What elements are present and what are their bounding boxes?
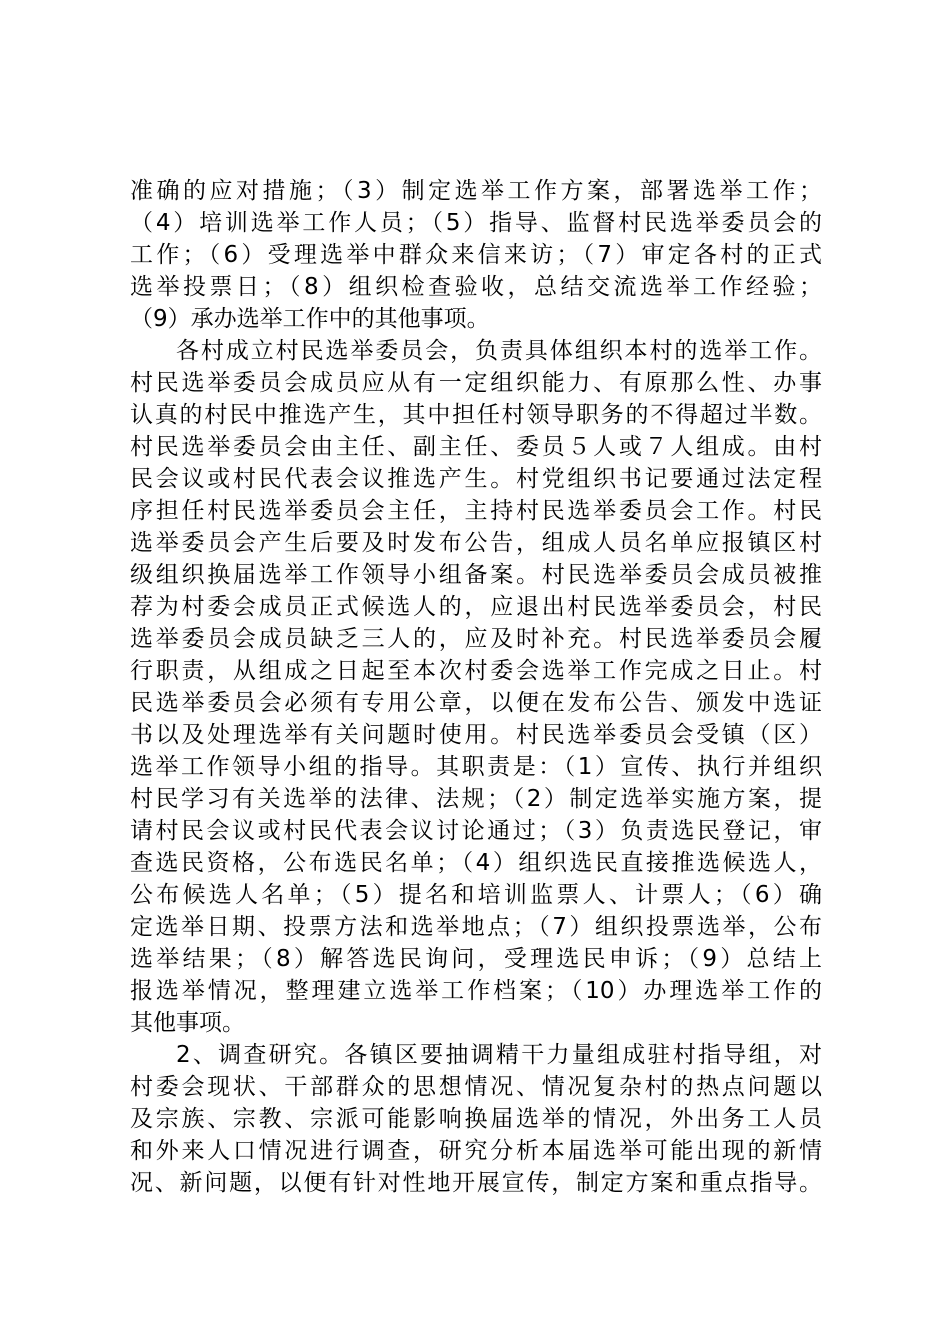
text-line: 请村民会议或村民代表会议讨论通过；（3）负责选民登记，审	[130, 818, 822, 844]
text-line: 村委会现状、干部群众的思想情况、情况复杂村的热点问题以	[130, 1074, 822, 1100]
text-line: 村民选举委员会成员应从有一定组织能力、有原那么性、办事	[130, 370, 822, 396]
text-line: 级组织换届选举工作领导小组备案。村民选举委员会成员被推	[130, 562, 822, 588]
paragraph-first-line: 各村成立村民选举委员会，负责具体组织本村的选举工作。	[176, 338, 822, 364]
text-line: 选举委员会产生后要及时发布公告，组成人员名单应报镇区村	[130, 530, 822, 556]
text-line: （4）培训选举工作人员；（5）指导、监督村民选举委员会的	[130, 210, 822, 236]
text-line: 选举委员会成员缺乏三人的，应及时补充。村民选举委员会履	[130, 626, 822, 652]
text-line: 准确的应对措施；（3）制定选举工作方案，部署选举工作；	[130, 178, 822, 204]
text-line: 况、新问题，以便有针对性地开展宣传，制定方案和重点指导。	[130, 1170, 822, 1196]
text-line: （9）承办选举工作中的其他事项。	[130, 306, 490, 332]
text-line: 书以及处理选举有关问题时使用。村民选举委员会受镇（区）	[130, 722, 822, 748]
text-line: 选举投票日；（8）组织检查验收，总结交流选举工作经验；	[130, 274, 822, 300]
text-line: 报选举情况，整理建立选举工作档案；（10）办理选举工作的	[130, 978, 822, 1004]
text-line: 序担任村民选举委员会主任，主持村民选举委员会工作。村民	[130, 498, 822, 524]
text-line: 及宗族、宗教、宗派可能影响换届选举的情况，外出务工人员	[130, 1106, 822, 1132]
text-line: 工作；（6）受理选举中群众来信来访；（7）审定各村的正式	[130, 242, 822, 268]
text-line: 村民学习有关选举的法律、法规；（2）制定选举实施方案，提	[130, 786, 822, 812]
text-line: 选举结果；（8）解答选民询问，受理选民申诉；（9）总结上	[130, 946, 822, 972]
paragraph-first-line: 2、调查研究。各镇区要抽调精干力量组成驻村指导组，对	[176, 1042, 822, 1068]
text-line: 民选举委员会必须有专用公章，以便在发布公告、颁发中选证	[130, 690, 822, 716]
text-line: 民会议或村民代表会议推选产生。村党组织书记要通过法定程	[130, 466, 822, 492]
text-line: 行职责，从组成之日起至本次村委会选举工作完成之日止。村	[130, 658, 822, 684]
text-line: 和外来人口情况进行调查，研究分析本届选举可能出现的新情	[130, 1138, 822, 1164]
text-line: 村民选举委员会由主任、副主任、委员５人或７人组成。由村	[130, 434, 822, 460]
text-line: 其他事项。	[130, 1010, 245, 1036]
text-line: 荐为村委会成员正式候选人的，应退出村民选举委员会，村民	[130, 594, 822, 620]
text-line: 认真的村民中推选产生，其中担任村领导职务的不得超过半数。	[130, 402, 822, 428]
text-line: 查选民资格，公布选民名单；（4）组织选民直接推选候选人，	[130, 850, 822, 876]
text-line: 定选举日期、投票方法和选举地点；（7）组织投票选举，公布	[130, 914, 822, 940]
text-line: 选举工作领导小组的指导。其职责是：（1）宣传、执行并组织	[130, 754, 822, 780]
text-line: 公布候选人名单；（5）提名和培训监票人、计票人；（6）确	[130, 882, 822, 908]
